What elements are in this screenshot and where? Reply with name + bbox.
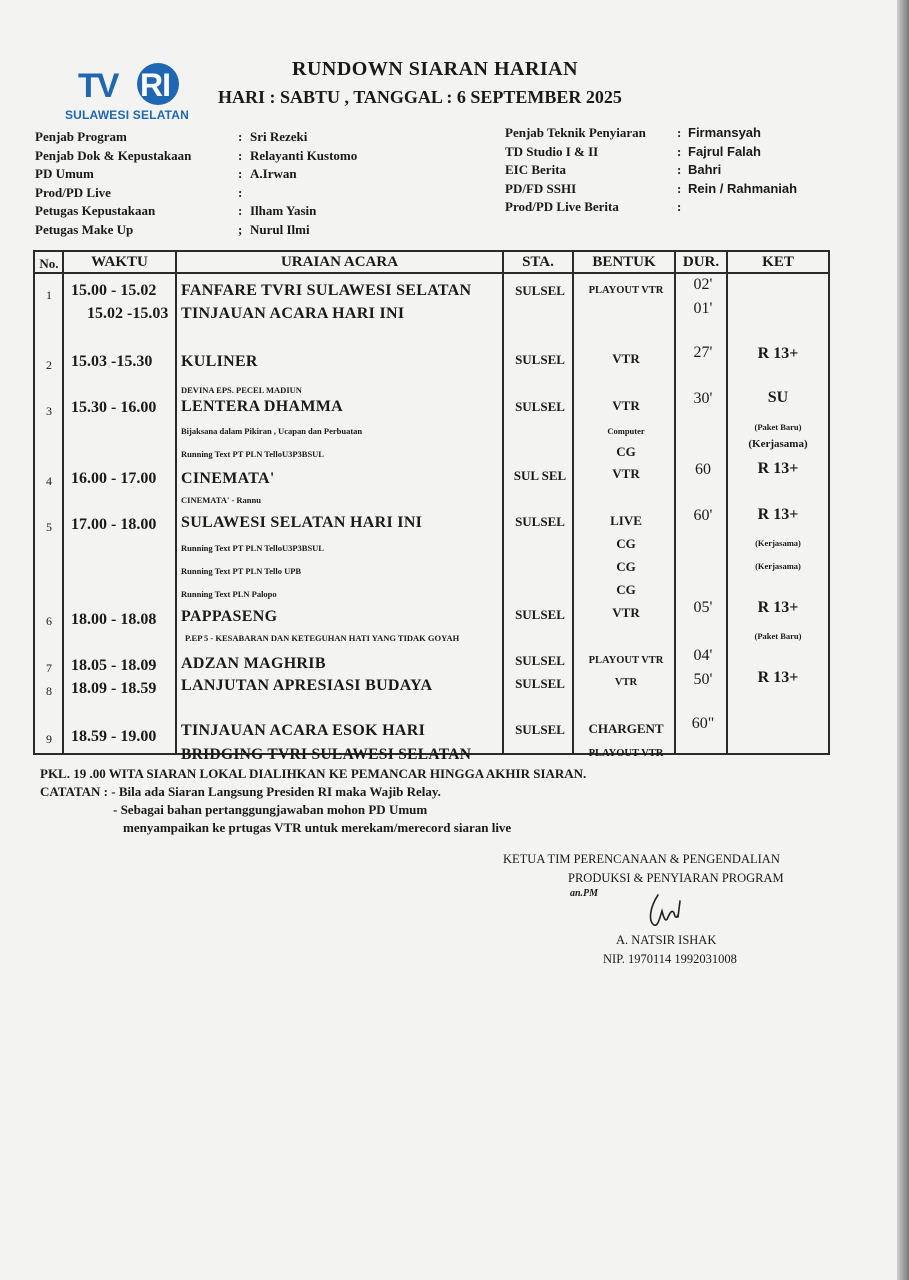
row-program: TINJAUAN ACARA HARI INI xyxy=(181,305,405,322)
column-divider xyxy=(502,252,504,753)
page-edge xyxy=(897,0,909,1280)
row-format: PLAYOUT VTR xyxy=(588,285,664,296)
row-number: 7 xyxy=(46,661,52,675)
row-duration: 60' xyxy=(693,507,713,524)
rundown-table xyxy=(33,250,830,763)
row-number: 3 xyxy=(46,404,52,418)
row-time: 18.00 - 18.08 xyxy=(71,611,157,628)
staff-sep: : xyxy=(238,147,243,163)
staff-value: Sri Rezeki xyxy=(250,129,308,144)
staff-label: Penjab Dok & Kepustakaan xyxy=(35,147,192,163)
row-time: 15.02 -15.03 xyxy=(87,305,169,322)
row-rating: R 13+ xyxy=(757,669,799,686)
row-station: SULSEL xyxy=(515,653,565,668)
row-description: Running Text PT PLN Tello UPB xyxy=(181,566,302,576)
row-format: CG xyxy=(616,444,636,459)
row-rating: R 13+ xyxy=(757,460,799,477)
staff-sep: : xyxy=(677,162,682,177)
staff-label: EIC Berita xyxy=(505,162,567,177)
signature-icon xyxy=(640,887,690,937)
row-duration: 60" xyxy=(691,715,715,732)
row-number: 4 xyxy=(46,474,52,488)
staff-sep: : xyxy=(677,199,682,214)
row-number: 1 xyxy=(46,288,52,302)
staff-value: Firmansyah xyxy=(688,125,761,140)
notes-section xyxy=(40,765,586,837)
staff-label: Petugas Kepustakaan xyxy=(35,203,156,218)
row-format: VTR xyxy=(614,677,638,688)
row-rating: R 13+ xyxy=(757,506,799,523)
staff-value: Bahri xyxy=(688,162,722,177)
row-rating: SU xyxy=(767,389,789,406)
row-program: SULAWESI SELATAN HARI INI xyxy=(181,514,423,531)
header-dur: DUR. xyxy=(682,254,720,270)
column-divider xyxy=(175,252,177,753)
staff-value: Ilham Yasin xyxy=(250,203,317,218)
staff-value: A.Irwan xyxy=(250,166,297,181)
row-number: 2 xyxy=(46,358,52,372)
row-time: 16.00 - 17.00 xyxy=(71,470,157,487)
staff-sep: : xyxy=(238,166,243,181)
row-format: CG xyxy=(616,536,636,551)
row-station: SULSEL xyxy=(515,283,565,298)
row-station: SULSEL xyxy=(515,676,565,691)
staff-sep: ; xyxy=(238,221,243,237)
row-duration: 50' xyxy=(693,671,713,688)
row-station: SULSEL xyxy=(515,399,565,414)
row-note: (Paket Baru) xyxy=(754,631,802,641)
row-time: 15.00 - 15.02 xyxy=(71,282,157,299)
header-divider xyxy=(35,272,828,274)
staff-value: Fajrul Falah xyxy=(688,143,761,159)
row-note: (Kerjasama) xyxy=(755,538,801,548)
row-note: (Kerjasama) xyxy=(755,561,801,571)
row-program: LENTERA DHAMMA xyxy=(181,398,343,415)
row-format: LIVE xyxy=(610,513,642,528)
logo-region: SULAWESI SELATAN xyxy=(64,108,190,122)
row-program: PAPPASENG xyxy=(181,608,278,625)
row-station: SULSEL xyxy=(515,607,565,622)
staff-label: Prod/PD Live Berita xyxy=(505,199,619,214)
row-description: Running Text PT PLN TelloU3P3BSUL xyxy=(181,543,324,553)
row-station: SULSEL xyxy=(515,514,565,529)
staff-label: Petugas Make Up xyxy=(35,221,134,237)
row-format: VTR xyxy=(612,605,640,620)
row-time: 15.03 -15.30 xyxy=(71,353,153,370)
row-duration: 05' xyxy=(693,599,713,616)
row-time: 18.59 - 19.00 xyxy=(71,728,157,745)
row-format: Computer xyxy=(607,426,645,436)
staff-value: Rein / Rahmaniah xyxy=(688,180,798,196)
row-station: SUL SEL xyxy=(513,468,567,483)
signatory-nip: NIP. 1970114 1992031008 xyxy=(603,952,737,966)
row-rating: R 13+ xyxy=(757,599,799,616)
page-subtitle: HARI : SABTU , TANGGAL : 6 SEPTEMBER 2025 xyxy=(218,87,622,107)
row-program: ADZAN MAGHRIB xyxy=(181,655,326,672)
svg-text:RI: RI xyxy=(140,67,170,103)
staff-sep: : xyxy=(238,129,243,144)
row-duration: 27' xyxy=(693,344,713,361)
staff-label: Penjab Teknik Penyiaran xyxy=(505,125,646,140)
staff-sep: : xyxy=(677,180,682,196)
staff-label: Penjab Program xyxy=(35,129,127,144)
header-uraian: URAIAN ACARA xyxy=(280,254,399,270)
signature-initial: an.PM xyxy=(570,888,599,899)
staff-label: PD Umum xyxy=(35,166,94,181)
signature-title: KETUA TIM PERENCANAAN & PENGENDALIAN xyxy=(503,852,780,866)
column-divider xyxy=(62,252,64,753)
staff-sep: : xyxy=(238,203,243,218)
catatan-line: - Sebagai bahan pertanggungjawaban mohon PD Umum xyxy=(113,802,428,817)
catatan-line: CATATAN : - Bila ada Siaran Langsung Presiden RI maka Wajib Relay. xyxy=(40,784,441,799)
header-waktu: WAKTU xyxy=(91,254,148,270)
tvri-logo xyxy=(62,62,192,132)
row-format: VTR xyxy=(612,398,640,413)
row-rating: R 13+ xyxy=(757,345,799,362)
row-number: 5 xyxy=(46,520,52,534)
row-description: Running Text PLN Palopo xyxy=(181,589,277,599)
staff-label: PD/FD SSHI xyxy=(505,180,577,196)
row-time: 18.05 - 18.09 xyxy=(71,657,157,674)
row-program: KULINER xyxy=(181,353,258,370)
row-station: SULSEL xyxy=(515,352,565,367)
row-note: (Kerjasama) xyxy=(748,438,808,450)
tvri-logo-icon xyxy=(76,62,186,106)
staff-sep: : xyxy=(677,125,682,140)
row-description: Running Text PT PLN TelloU3P3BSUL xyxy=(181,449,324,459)
row-program: BRIDGING TVRI SULAWESI SELATAN xyxy=(181,746,472,763)
staff-label: TD Studio I & II xyxy=(505,143,599,159)
row-format: PLAYOUT VTR xyxy=(588,748,664,759)
broadcast-note: PKL. 19 .00 WITA SIARAN LOKAL DIALIHKAN KE PEMANCAR HINGGA AKHIR SIARAN. xyxy=(40,766,587,781)
staff-value: Relayanti Kustomo xyxy=(250,147,358,163)
row-format: PLAYOUT VTR xyxy=(588,655,664,666)
row-duration: 02' xyxy=(693,276,713,293)
row-number: 9 xyxy=(46,732,52,746)
row-time: 18.09 - 18.59 xyxy=(71,680,157,697)
header-sta: STA. xyxy=(522,254,554,270)
row-program: CINEMATA' xyxy=(181,470,275,487)
row-number: 8 xyxy=(46,684,52,698)
staff-sep: : xyxy=(677,143,682,159)
row-duration: 01' xyxy=(693,300,713,317)
catatan-line: menyampaikan ke prtugas VTR untuk merekam/merecord siaran live xyxy=(123,820,512,835)
signature-title: PRODUKSI & PENYIARAN PROGRAM xyxy=(568,871,784,885)
staff-label: Prod/PD Live xyxy=(35,184,111,200)
row-format: VTR xyxy=(612,466,640,481)
header-bentuk: BENTUK xyxy=(592,254,656,270)
svg-text:TV: TV xyxy=(78,67,118,105)
row-duration: 60 xyxy=(695,461,711,478)
staff-value: Nurul Ilmi xyxy=(250,221,310,237)
page-title: RUNDOWN SIARAN HARIAN xyxy=(292,58,579,80)
row-description: P.EP 5 - KESABARAN DAN KETEGUHAN HATI YANG TIDAK GOYAH xyxy=(185,633,460,643)
row-station: SULSEL xyxy=(515,722,565,737)
row-time: 15.30 - 16.00 xyxy=(71,399,157,416)
row-description: Bijaksana dalam Pikiran , Ucapan dan Perbuatan xyxy=(181,426,363,436)
row-note: (Paket Baru) xyxy=(754,422,802,432)
signatory-name: A. NATSIR ISHAK xyxy=(616,933,717,947)
row-program: FANFARE TVRI SULAWESI SELATAN xyxy=(181,282,472,299)
row-duration: 04' xyxy=(693,647,713,664)
staff-sep: : xyxy=(238,184,243,200)
row-format: CG xyxy=(616,582,636,597)
row-program: LANJUTAN APRESIASI BUDAYA xyxy=(181,677,433,694)
header-no: No. xyxy=(39,256,59,271)
row-time: 17.00 - 18.00 xyxy=(71,516,157,533)
row-description: CINEMATA' - Rannu xyxy=(181,495,261,505)
row-format: VTR xyxy=(612,351,640,366)
header-ket: KET xyxy=(762,254,794,270)
row-description: DEVINA EPS. PECEL MADIUN xyxy=(181,385,302,395)
row-format: CHARGENT xyxy=(588,721,664,736)
row-program: TINJAUAN ACARA ESOK HARI xyxy=(181,722,426,739)
row-duration: 30' xyxy=(693,390,713,407)
row-format: CG xyxy=(616,559,636,574)
row-number: 6 xyxy=(46,614,52,628)
